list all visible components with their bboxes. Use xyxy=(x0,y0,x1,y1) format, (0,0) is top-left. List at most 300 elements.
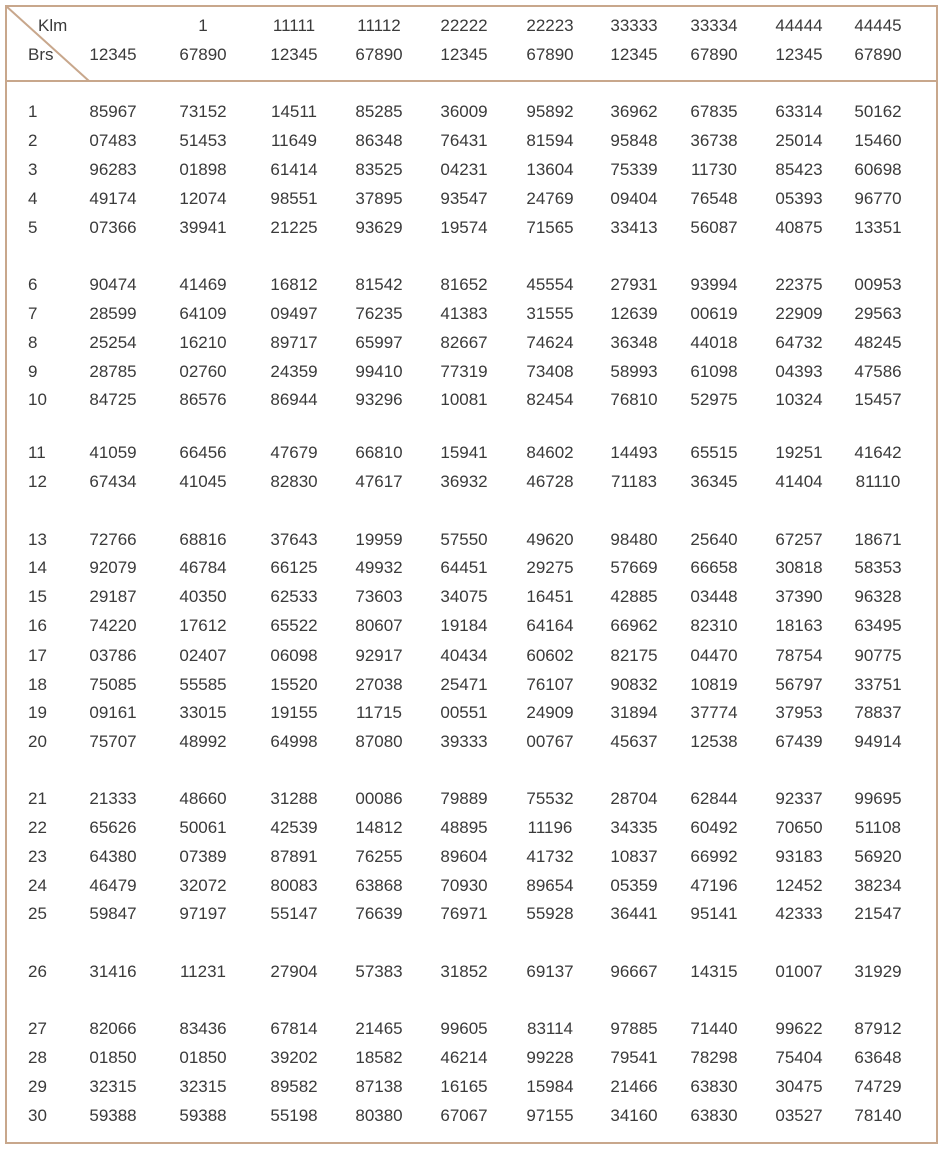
table-cell: 79889 xyxy=(440,789,488,808)
table-cell: 98551 xyxy=(270,189,318,208)
table-cell: 41469 xyxy=(179,275,227,294)
table-cell: 98480 xyxy=(610,530,658,549)
table-cell: 36962 xyxy=(610,102,658,121)
table-cell: 19959 xyxy=(355,530,403,549)
table-cell: 60602 xyxy=(526,646,574,665)
table-cell: 94914 xyxy=(854,732,902,751)
table-cell: 39941 xyxy=(179,218,227,237)
table-cell: 31416 xyxy=(89,962,137,981)
table-cell: 27904 xyxy=(270,962,318,981)
row-label: 29 xyxy=(28,1077,47,1096)
table-cell: 37643 xyxy=(270,530,318,549)
table-cell: 04393 xyxy=(775,362,823,381)
table-cell: 41404 xyxy=(775,472,823,491)
table-cell: 89582 xyxy=(270,1077,318,1096)
table-cell: 89604 xyxy=(440,847,488,866)
table-cell: 64164 xyxy=(526,616,574,635)
column-header-top: 22223 xyxy=(526,16,574,35)
table-cell: 03448 xyxy=(690,587,738,606)
table-cell: 76255 xyxy=(355,847,403,866)
table-cell: 02760 xyxy=(179,362,227,381)
row-label: 9 xyxy=(28,362,38,381)
table-cell: 92079 xyxy=(89,558,137,577)
table-cell: 90832 xyxy=(610,675,658,694)
table-cell: 40434 xyxy=(440,646,488,665)
table-cell: 21547 xyxy=(854,904,902,923)
table-cell: 19574 xyxy=(440,218,488,237)
column-header-top: 33333 xyxy=(610,16,658,35)
column-header-bottom: 12345 xyxy=(440,45,488,64)
table-cell: 65997 xyxy=(355,333,403,352)
table-cell: 34075 xyxy=(440,587,488,606)
table-cell: 41732 xyxy=(526,847,574,866)
table-cell: 10837 xyxy=(610,847,658,866)
table-cell: 75085 xyxy=(89,675,137,694)
table-cell: 64109 xyxy=(179,304,227,323)
table-cell: 16165 xyxy=(440,1077,488,1096)
table-cell: 01898 xyxy=(179,160,227,179)
table-cell: 96328 xyxy=(854,587,902,606)
table-cell: 18163 xyxy=(775,616,823,635)
table-cell: 15984 xyxy=(526,1077,574,1096)
table-cell: 04470 xyxy=(690,646,738,665)
table-cell: 96283 xyxy=(89,160,137,179)
table-cell: 59847 xyxy=(89,904,137,923)
table-cell: 76235 xyxy=(355,304,403,323)
table-cell: 29275 xyxy=(526,558,574,577)
table-cell: 76971 xyxy=(440,904,488,923)
table-cell: 12639 xyxy=(610,304,658,323)
table-cell: 45637 xyxy=(610,732,658,751)
table-cell: 37895 xyxy=(355,189,403,208)
table-cell: 58993 xyxy=(610,362,658,381)
table-cell: 33413 xyxy=(610,218,658,237)
table-cell: 55585 xyxy=(179,675,227,694)
table-cell: 21225 xyxy=(270,218,318,237)
table-cell: 11715 xyxy=(355,703,403,722)
column-header-bottom: 67890 xyxy=(690,45,738,64)
table-cell: 66456 xyxy=(179,443,227,462)
table-cell: 16451 xyxy=(526,587,574,606)
row-label: 14 xyxy=(28,558,47,577)
column-header-bottom: 12345 xyxy=(89,45,137,64)
table-cell: 99622 xyxy=(775,1019,823,1038)
table-cell: 39202 xyxy=(270,1048,318,1067)
column-header-bottom: 67890 xyxy=(854,45,902,64)
table-cell: 16210 xyxy=(179,333,227,352)
table-cell: 82066 xyxy=(89,1019,137,1038)
table-cell: 16812 xyxy=(270,275,318,294)
table-cell: 63314 xyxy=(775,102,823,121)
table-cell: 33751 xyxy=(854,675,902,694)
table-cell: 15460 xyxy=(854,131,902,150)
table-cell: 84602 xyxy=(526,443,574,462)
row-label: 10 xyxy=(28,390,47,409)
table-cell: 87138 xyxy=(355,1077,403,1096)
table-cell: 32072 xyxy=(179,876,227,895)
table-cell: 55928 xyxy=(526,904,574,923)
table-cell: 50061 xyxy=(179,818,227,837)
table-cell: 55198 xyxy=(270,1106,318,1125)
table-cell: 09161 xyxy=(89,703,137,722)
table-cell: 71565 xyxy=(526,218,574,237)
table-cell: 36009 xyxy=(440,102,488,121)
table-cell: 68816 xyxy=(179,530,227,549)
table-cell: 15520 xyxy=(270,675,318,694)
table-cell: 75339 xyxy=(610,160,658,179)
table-cell: 73152 xyxy=(179,102,227,121)
table-cell: 27931 xyxy=(610,275,658,294)
table-cell: 64732 xyxy=(775,333,823,352)
table-cell: 39333 xyxy=(440,732,488,751)
table-cell: 99695 xyxy=(854,789,902,808)
table-cell: 29563 xyxy=(854,304,902,323)
table-cell: 01850 xyxy=(179,1048,227,1067)
table-cell: 62844 xyxy=(690,789,738,808)
table-cell: 99410 xyxy=(355,362,403,381)
table-cell: 28704 xyxy=(610,789,658,808)
column-header-top: 44445 xyxy=(854,16,902,35)
table-cell: 12074 xyxy=(179,189,227,208)
table-cell: 99605 xyxy=(440,1019,488,1038)
table-cell: 24769 xyxy=(526,189,574,208)
table-cell: 63830 xyxy=(690,1077,738,1096)
column-header-bottom: 67890 xyxy=(526,45,574,64)
table-cell: 17612 xyxy=(179,616,227,635)
table-cell: 95892 xyxy=(526,102,574,121)
table-cell: 65522 xyxy=(270,616,318,635)
table-cell: 05359 xyxy=(610,876,658,895)
row-label: 19 xyxy=(28,703,47,722)
table-cell: 67439 xyxy=(775,732,823,751)
table-cell: 86348 xyxy=(355,131,403,150)
table-cell: 37774 xyxy=(690,703,738,722)
table-cell: 67814 xyxy=(270,1019,318,1038)
table-cell: 55147 xyxy=(270,904,318,923)
table-cell: 40350 xyxy=(179,587,227,606)
table-cell: 78140 xyxy=(854,1106,902,1125)
row-label: 4 xyxy=(28,189,38,208)
row-label: 22 xyxy=(28,818,47,837)
table-cell: 25640 xyxy=(690,530,738,549)
table-cell: 18671 xyxy=(854,530,902,549)
table-cell: 60698 xyxy=(854,160,902,179)
table-cell: 15457 xyxy=(854,390,902,409)
table-cell: 86576 xyxy=(179,390,227,409)
table-cell: 82667 xyxy=(440,333,488,352)
table-cell: 10081 xyxy=(440,390,488,409)
table-cell: 36932 xyxy=(440,472,488,491)
table-cell: 89717 xyxy=(270,333,318,352)
table-cell: 41045 xyxy=(179,472,227,491)
table-cell: 75707 xyxy=(89,732,137,751)
table-cell: 87080 xyxy=(355,732,403,751)
table-cell: 63868 xyxy=(355,876,403,895)
table-cell: 14511 xyxy=(270,102,318,121)
table-cell: 93183 xyxy=(775,847,823,866)
table-cell: 42885 xyxy=(610,587,658,606)
table-cell: 31288 xyxy=(270,789,318,808)
row-label: 24 xyxy=(28,876,47,895)
table-cell: 92917 xyxy=(355,646,403,665)
table-cell: 02407 xyxy=(179,646,227,665)
table-cell: 63830 xyxy=(690,1106,738,1125)
table-cell: 12452 xyxy=(775,876,823,895)
table-cell: 19251 xyxy=(775,443,823,462)
table-cell: 73603 xyxy=(355,587,403,606)
table-cell: 24909 xyxy=(526,703,574,722)
table-cell: 32315 xyxy=(89,1077,137,1096)
table-cell: 15941 xyxy=(440,443,488,462)
table-cell: 18582 xyxy=(355,1048,403,1067)
table-cell: 79541 xyxy=(610,1048,658,1067)
table-cell: 87912 xyxy=(854,1019,902,1038)
table-cell: 97197 xyxy=(179,904,227,923)
table-cell: 76548 xyxy=(690,189,738,208)
table-cell: 07366 xyxy=(89,218,137,237)
table-cell: 63495 xyxy=(854,616,902,635)
row-label: 15 xyxy=(28,587,47,606)
table-cell: 25471 xyxy=(440,675,488,694)
table-cell: 47196 xyxy=(690,876,738,895)
table-cell: 56920 xyxy=(854,847,902,866)
table-cell: 21465 xyxy=(355,1019,403,1038)
column-header-bottom: 12345 xyxy=(775,45,823,64)
table-cell: 61414 xyxy=(270,160,318,179)
table-cell: 83525 xyxy=(355,160,403,179)
table-cell: 46214 xyxy=(440,1048,488,1067)
table-cell: 01850 xyxy=(89,1048,137,1067)
table-cell: 52975 xyxy=(690,390,738,409)
column-header-top: 22222 xyxy=(440,16,488,35)
table-cell: 76431 xyxy=(440,131,488,150)
column-header-top: 33334 xyxy=(690,16,738,35)
table-cell: 36738 xyxy=(690,131,738,150)
table-cell: 05393 xyxy=(775,189,823,208)
table-cell: 36345 xyxy=(690,472,738,491)
table-cell: 36441 xyxy=(610,904,658,923)
table-cell: 76639 xyxy=(355,904,403,923)
table-cell: 66125 xyxy=(270,558,318,577)
table-cell: 81594 xyxy=(526,131,574,150)
table-cell: 77319 xyxy=(440,362,488,381)
table-cell: 14493 xyxy=(610,443,658,462)
column-header-top: 11111 xyxy=(272,16,316,35)
table-cell: 13604 xyxy=(526,160,574,179)
table-cell: 92337 xyxy=(775,789,823,808)
table-cell: 78837 xyxy=(854,703,902,722)
row-label: 5 xyxy=(28,218,38,237)
table-cell: 74729 xyxy=(854,1077,902,1096)
table-cell: 64380 xyxy=(89,847,137,866)
table-cell: 80380 xyxy=(355,1106,403,1125)
table-cell: 78298 xyxy=(690,1048,738,1067)
table-cell: 72766 xyxy=(89,530,137,549)
table-cell: 75532 xyxy=(526,789,574,808)
table-cell: 28599 xyxy=(89,304,137,323)
table-cell: 49620 xyxy=(526,530,574,549)
table-cell: 71440 xyxy=(690,1019,738,1038)
row-label: 7 xyxy=(28,304,38,323)
table-cell: 66962 xyxy=(610,616,658,635)
table-cell: 99228 xyxy=(526,1048,574,1067)
row-label: 2 xyxy=(28,131,38,150)
table-cell: 44018 xyxy=(690,333,738,352)
row-axis-label: Brs xyxy=(28,45,54,64)
table-cell: 41059 xyxy=(89,443,137,462)
column-header-top: 1 xyxy=(198,16,208,35)
table-cell: 90775 xyxy=(854,646,902,665)
table-cell: 87891 xyxy=(270,847,318,866)
table-cell: 34160 xyxy=(610,1106,658,1125)
row-label: 13 xyxy=(28,530,47,549)
table-cell: 93994 xyxy=(690,275,738,294)
table-cell: 59388 xyxy=(89,1106,137,1125)
column-header-bottom: 67890 xyxy=(355,45,403,64)
table-cell: 00953 xyxy=(854,275,902,294)
table-cell: 65626 xyxy=(89,818,137,837)
table-cell: 49932 xyxy=(355,558,403,577)
table-cell: 48895 xyxy=(440,818,488,837)
table-cell: 33015 xyxy=(179,703,227,722)
table-cell: 84725 xyxy=(89,390,137,409)
table-cell: 22375 xyxy=(775,275,823,294)
table-cell: 48992 xyxy=(179,732,227,751)
table-cell: 82454 xyxy=(526,390,574,409)
table-cell: 85285 xyxy=(355,102,403,121)
table-cell: 66992 xyxy=(690,847,738,866)
table-cell: 47679 xyxy=(270,443,318,462)
table-cell: 11730 xyxy=(690,160,738,179)
table-cell: 09404 xyxy=(610,189,658,208)
table-cell: 04231 xyxy=(440,160,488,179)
table-cell: 37390 xyxy=(775,587,823,606)
table-cell: 30475 xyxy=(775,1077,823,1096)
table-cell: 25254 xyxy=(89,333,137,352)
table-cell: 78754 xyxy=(775,646,823,665)
table-cell: 82830 xyxy=(270,472,318,491)
table-cell: 03786 xyxy=(89,646,137,665)
table-cell: 31555 xyxy=(526,304,574,323)
column-header-bottom: 67890 xyxy=(179,45,227,64)
table-cell: 90474 xyxy=(89,275,137,294)
table-cell: 46784 xyxy=(179,558,227,577)
row-label: 18 xyxy=(28,675,47,694)
table-cell: 96667 xyxy=(610,962,658,981)
table-cell: 65515 xyxy=(690,443,738,462)
table-cell: 00767 xyxy=(526,732,574,751)
table-cell: 09497 xyxy=(270,304,318,323)
table-cell: 22909 xyxy=(775,304,823,323)
table-cell: 11649 xyxy=(270,131,318,150)
table-cell: 00619 xyxy=(690,304,738,323)
table-cell: 86944 xyxy=(270,390,318,409)
table-cell: 82175 xyxy=(610,646,658,665)
table-cell: 41642 xyxy=(854,443,902,462)
table-cell: 07483 xyxy=(89,131,137,150)
table-cell: 31929 xyxy=(854,962,902,981)
table-cell: 32315 xyxy=(179,1077,227,1096)
table-cell: 41383 xyxy=(440,304,488,323)
table-cell: 31852 xyxy=(440,962,488,981)
table-cell: 56087 xyxy=(690,218,738,237)
table-cell: 85967 xyxy=(89,102,137,121)
table-cell: 45554 xyxy=(526,275,574,294)
table-cell: 81110 xyxy=(855,472,901,491)
table-cell: 97885 xyxy=(610,1019,658,1038)
table-cell: 96770 xyxy=(854,189,902,208)
table-cell: 73408 xyxy=(526,362,574,381)
table-cell: 76810 xyxy=(610,390,658,409)
table-cell: 97155 xyxy=(526,1106,574,1125)
table-cell: 30818 xyxy=(775,558,823,577)
table-cell: 38234 xyxy=(854,876,902,895)
table-cell: 24359 xyxy=(270,362,318,381)
table-cell: 47586 xyxy=(854,362,902,381)
table-cell: 10324 xyxy=(775,390,823,409)
table-cell: 11196 xyxy=(527,818,573,837)
table-cell: 67067 xyxy=(440,1106,488,1125)
table-cell: 48245 xyxy=(854,333,902,352)
table-cell: 42539 xyxy=(270,818,318,837)
row-label: 20 xyxy=(28,732,47,751)
table-cell: 51453 xyxy=(179,131,227,150)
row-label: 23 xyxy=(28,847,47,866)
table-cell: 50162 xyxy=(854,102,902,121)
table-cell: 70650 xyxy=(775,818,823,837)
table-cell: 06098 xyxy=(270,646,318,665)
table-cell: 74220 xyxy=(89,616,137,635)
table-cell: 61098 xyxy=(690,362,738,381)
row-label: 25 xyxy=(28,904,47,923)
table-cell: 80083 xyxy=(270,876,318,895)
table-cell: 57550 xyxy=(440,530,488,549)
row-label: 30 xyxy=(28,1106,47,1125)
row-label: 12 xyxy=(28,472,47,491)
table-cell: 95848 xyxy=(610,131,658,150)
table-cell: 64998 xyxy=(270,732,318,751)
table-cell: 66658 xyxy=(690,558,738,577)
table-cell: 21333 xyxy=(89,789,137,808)
table-cell: 47617 xyxy=(355,472,403,491)
table-cell: 42333 xyxy=(775,904,823,923)
table-cell: 76107 xyxy=(526,675,574,694)
table-cell: 14812 xyxy=(355,818,403,837)
table-cell: 31894 xyxy=(610,703,658,722)
table-cell: 40875 xyxy=(775,218,823,237)
table-cell: 21466 xyxy=(610,1077,658,1096)
table-cell: 46728 xyxy=(526,472,574,491)
column-header-bottom: 12345 xyxy=(610,45,658,64)
table-cell: 11231 xyxy=(179,962,227,981)
row-label: 8 xyxy=(28,333,38,352)
row-label: 1 xyxy=(28,102,38,121)
table-cell: 67835 xyxy=(690,102,738,121)
table-cell: 60492 xyxy=(690,818,738,837)
table-cell: 93547 xyxy=(440,189,488,208)
table-cell: 27038 xyxy=(355,675,403,694)
column-header-top: 11112 xyxy=(357,16,401,35)
table-cell: 19184 xyxy=(440,616,488,635)
table-cell: 67257 xyxy=(775,530,823,549)
table-cell: 81652 xyxy=(440,275,488,294)
row-label: 26 xyxy=(28,962,47,981)
row-label: 6 xyxy=(28,275,38,294)
row-label: 21 xyxy=(28,789,47,808)
table-cell: 71183 xyxy=(610,472,658,491)
table-cell: 95141 xyxy=(690,904,738,923)
table-cell: 49174 xyxy=(89,189,137,208)
